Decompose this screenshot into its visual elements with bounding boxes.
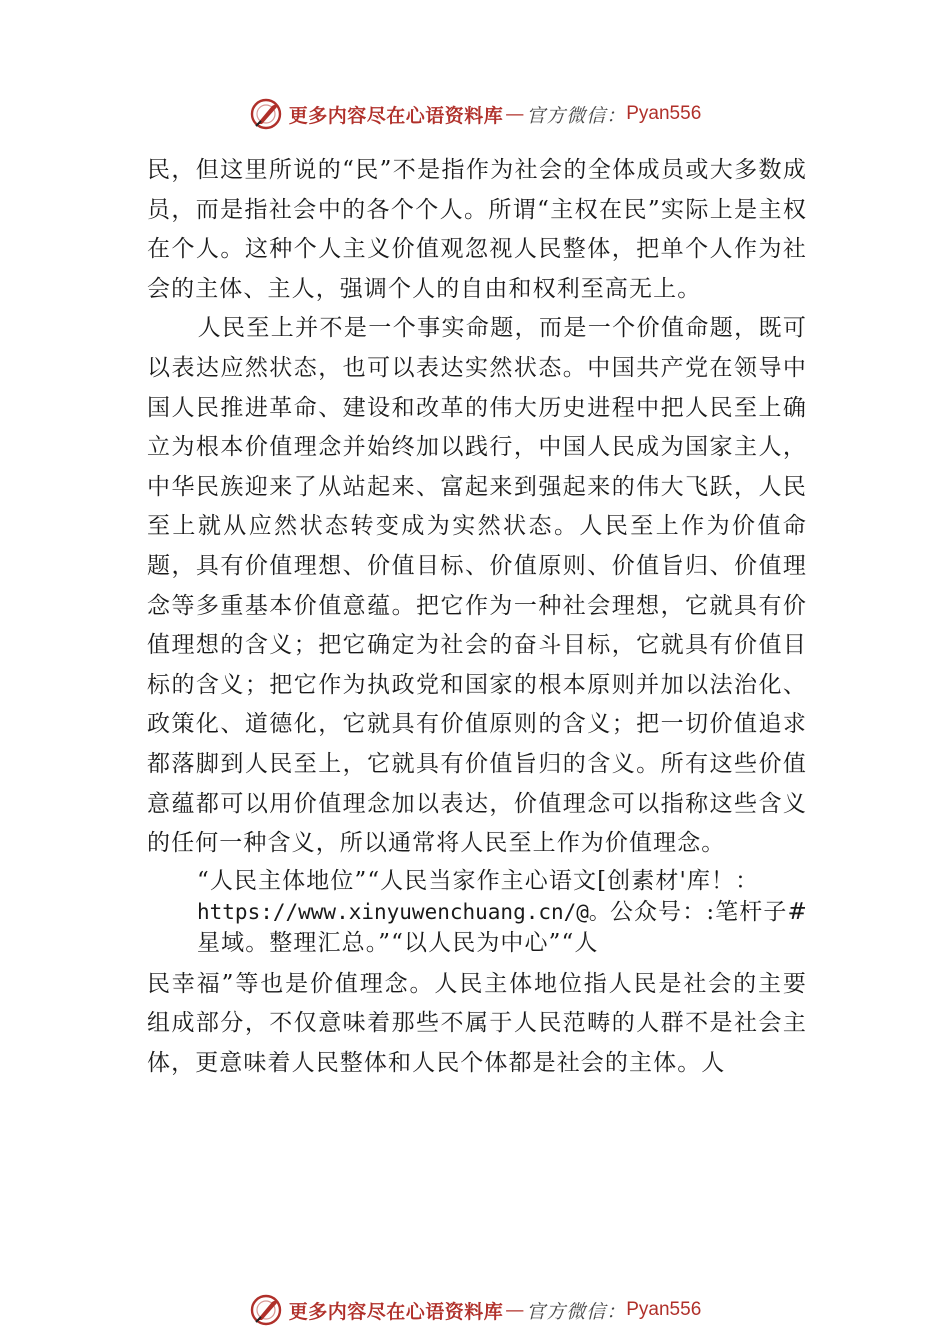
footer-wechat-label: 官方微信： bbox=[526, 1300, 627, 1323]
paragraph-2: 人民至上并不是一个事实命题，而是一个价值命题，既可以表达应然状态，也可以表达实然状态。中国共产党在领导中国人民推进革命、建设和改革的伟大历史进程中把人民至上确立为根本价值理念并始终加以践行，中国人民成为国家主人，中华民族迎来了从站起来、富起来到强起来的伟大飞跃，人民至上就从应然状态转变成为实然状态。人民至上作为价值命题，具有价值理想、价值目标、价值原则、价值旨归、价值理念等多重基本价值意蕴。把它作为一种社会理想，它就具有价值理想的含义；把它确定为社会的奋斗目标，它就具有价值目标的含义；把它作为执政党和国家的根本原则并加以法治化、政策化、道德化，它就具有价值原则的含义；把一切价值追求都落脚到人民至上，它就具有价值旨归的含义。所有这些价值意蕴都可以用价值理念加以表达，价值理念可以指称这些含义的任何一种含义，所以通常将人民至上作为价值理念。 bbox=[147, 315, 807, 857]
footer-separator: — bbox=[505, 1299, 525, 1321]
header-brand-text: 更多内容尽在心语资料库 bbox=[288, 104, 504, 127]
header-separator: — bbox=[505, 103, 525, 125]
inserted-line-3: 星域。整理汇总。”“以人民为中心”“人 bbox=[197, 929, 599, 956]
quill-logo-icon bbox=[249, 1293, 283, 1327]
footer-wechat-id: Pyan556 bbox=[626, 1299, 702, 1320]
footer-banner bbox=[0, 1290, 950, 1330]
inserted-url: https://www.xinyuwenchuang.cn/@。 bbox=[197, 899, 610, 924]
quill-logo-icon bbox=[249, 97, 283, 131]
inserted-line-1: “人民主体地位”“人民当家作主心语文[创素材'库！： bbox=[197, 867, 760, 894]
inserted-watermark-block bbox=[197, 864, 837, 965]
footer-brand-text: 更多内容尽在心语资料库 bbox=[288, 1300, 504, 1323]
paragraph-1: 民，但这里所说的“民”不是指作为社会的全体成员或大多数成员，而是指社会中的各个个人。所谓“主权在民”实际上是主权在个人。这种个人主义价值观忽视人民整体，把单个人作为社会的主体、主人，强调个人的自由和权利至高无上。 bbox=[147, 157, 807, 302]
header-wechat-label: 官方微信： bbox=[526, 104, 627, 127]
header-banner bbox=[0, 94, 950, 134]
header-wechat-id: Pyan556 bbox=[626, 103, 702, 124]
document-body bbox=[147, 151, 807, 1083]
inserted-line-2 bbox=[197, 897, 837, 928]
paragraph-3: 民幸福”等也是价值理念。人民主体地位指人民是社会的主要组成部分，不仅意味着那些不属于人民范畴的人群不是社会主体，更意味着人民整体和人民个体都是社会的主体。人 bbox=[147, 970, 807, 1076]
inserted-line-2-text: 公众号：:笔杆子# bbox=[609, 898, 808, 925]
